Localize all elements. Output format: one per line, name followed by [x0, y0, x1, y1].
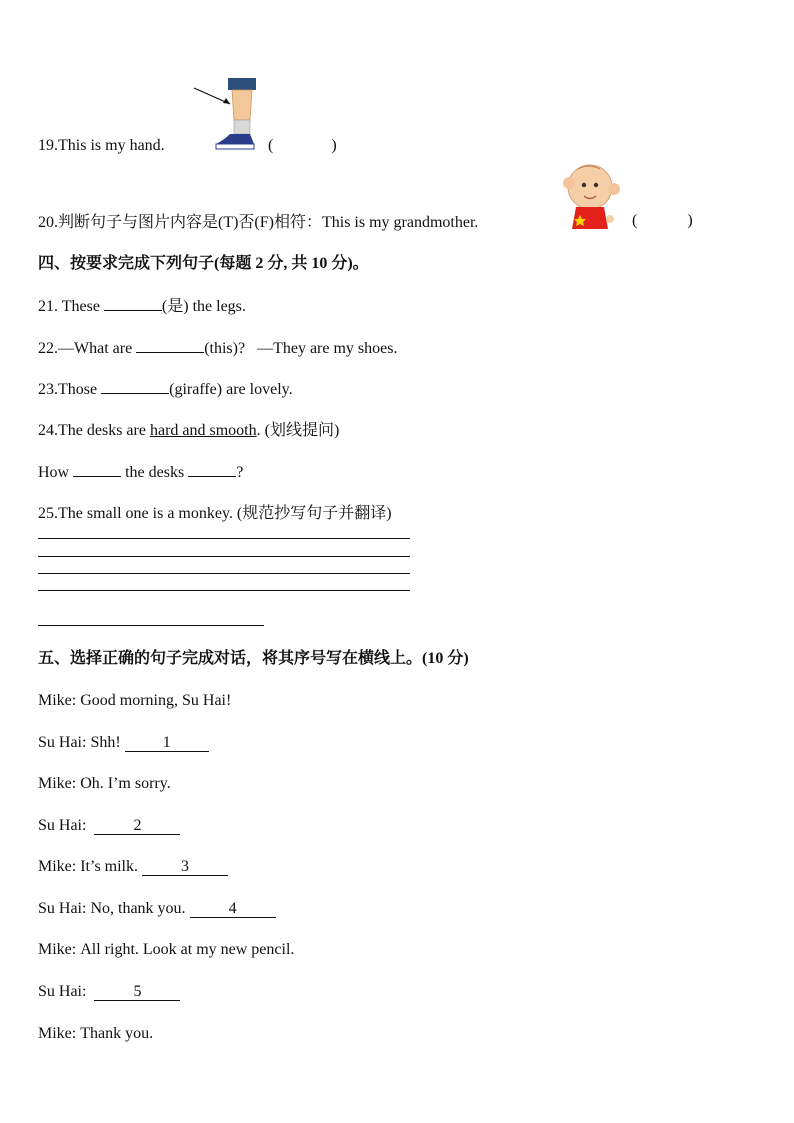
writing-line-5[interactable] — [38, 625, 264, 626]
answer-parentheses-20[interactable]: ( ) — [632, 212, 693, 229]
question-number: 23. — [38, 381, 58, 398]
question-24-rewrite: How the desks ? — [38, 464, 244, 481]
question-23: 23.Those (giraffe) are lovely. — [38, 381, 293, 398]
dialogue-line — [38, 774, 171, 794]
answer-parentheses-19[interactable]: ( ) — [268, 137, 337, 154]
dialogue-text: All right. Look at my new pencil. — [80, 941, 295, 958]
question-21: 21. These (是) the legs. — [38, 298, 246, 315]
speaker: Su Hai: — [38, 734, 87, 751]
dialogue-text: It’s milk. — [80, 858, 138, 875]
answer-blank[interactable] — [104, 296, 162, 311]
question-number: 25. — [38, 505, 58, 522]
speaker: Su Hai: — [38, 900, 87, 917]
dialogue-line — [38, 899, 276, 919]
answer-blank-3[interactable]: 3 — [142, 859, 228, 876]
question-number: 22. — [38, 340, 58, 357]
speaker: Mike: — [38, 941, 77, 958]
dialogue-line — [38, 816, 180, 836]
question-text: This is my hand. — [58, 137, 165, 154]
question-19 — [38, 136, 165, 156]
answer-blank-1[interactable]: 1 — [125, 735, 209, 752]
question-number: 20. — [38, 214, 58, 231]
dialogue-text: Oh. I’m sorry. — [80, 775, 171, 792]
writing-line-2[interactable] — [38, 556, 410, 557]
writing-line-3[interactable] — [38, 573, 410, 574]
question-22: 22.—What are (this)? —They are my shoes. — [38, 340, 398, 357]
dialogue-text: Thank you. — [80, 1025, 154, 1042]
underlined-phrase: hard and smooth — [149, 422, 257, 439]
question-24: 24.The desks are hard and smooth. (划线提问) — [38, 422, 340, 439]
answer-blank[interactable] — [188, 462, 236, 477]
section-5-title: 五、选择正确的句子完成对话，将其序号写在横线上。(10 分) — [38, 650, 469, 667]
question-number: 24. — [38, 422, 58, 439]
question-25: 25.The small one is a monkey. (规范抄写句子并翻译) — [38, 505, 392, 522]
dialogue-line — [38, 857, 228, 877]
question-text: 判断句子与图片内容是(T)否(F)相符：This is my grandmother. — [58, 214, 479, 231]
question-number: 19. — [38, 137, 58, 154]
answer-blank[interactable] — [136, 338, 204, 353]
speaker: Mike: — [38, 775, 77, 792]
speaker: Su Hai: — [38, 983, 87, 1000]
dialogue-line — [38, 1024, 153, 1044]
dialogue-text: No, thank you. — [90, 900, 186, 917]
answer-blank[interactable] — [101, 379, 169, 394]
dialogue-line — [38, 982, 180, 1002]
baby-illustration — [558, 163, 630, 233]
answer-blank-4[interactable]: 4 — [190, 901, 276, 918]
writing-line-1[interactable] — [38, 538, 410, 539]
speaker: Mike: — [38, 692, 77, 709]
question-number: 21 — [38, 298, 54, 315]
speaker: Su Hai: — [38, 817, 87, 834]
dialogue-text: Good morning, Su Hai! — [80, 692, 232, 709]
dialogue-text: Shh! — [90, 734, 121, 751]
speaker: Mike: — [38, 858, 77, 875]
dialogue-line — [38, 940, 294, 960]
answer-blank-2[interactable]: 2 — [94, 818, 180, 835]
writing-line-4[interactable] — [38, 590, 410, 591]
dialogue-line — [38, 733, 209, 753]
question-20 — [38, 213, 478, 233]
answer-blank-5[interactable]: 5 — [94, 984, 180, 1001]
answer-blank[interactable] — [73, 462, 121, 477]
leg-illustration — [190, 76, 266, 154]
dialogue-line — [38, 691, 231, 711]
section-4-title: 四、按要求完成下列句子(每题 2 分, 共 10 分)。 — [38, 255, 369, 272]
speaker: Mike: — [38, 1025, 77, 1042]
